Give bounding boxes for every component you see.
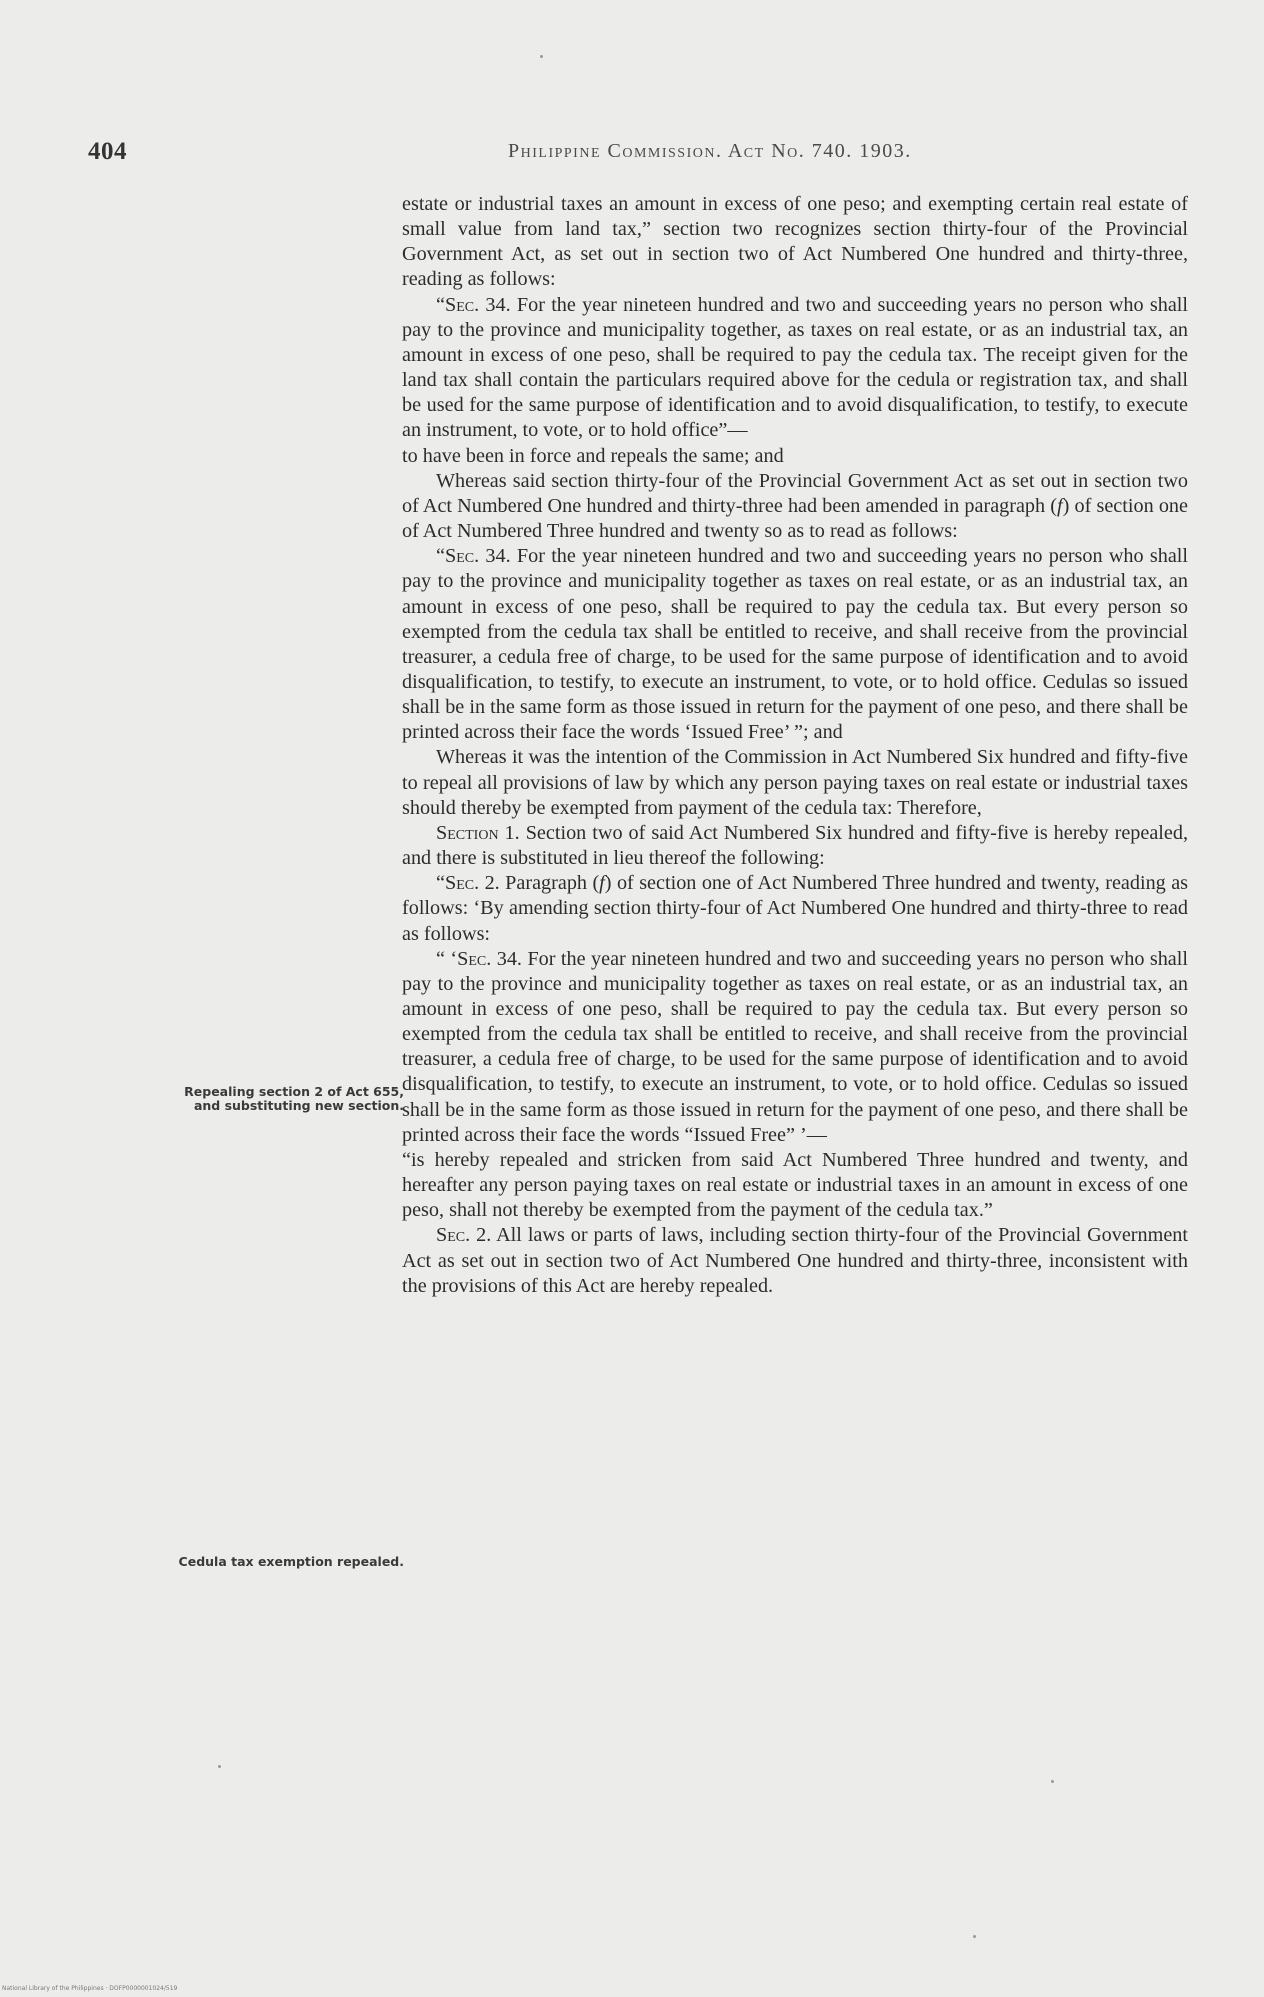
section-label: “Sec. 34. [436,293,511,316]
section-text: For the year nineteen hundred and two and succeeding years no person who shall pay to the province and municipality together as taxes on real estate, or as an industrial tax, an amount in excess of one peso, shall be required to pay the cedula tax. But every person so exempted from the cedula tax shall be entitled to receive, and shall receive from the provincial treasurer, a cedula free of charge, to be used for the same purpose of identification and to avoid disqualification, to testify, to execute an instrument, to vote, or to hold office. Cedulas so issued shall be in the same form as those issued in return for the payment of one peso, and there shall be printed across their face the words ‘Issued Free’ ”; and [402,545,1189,744]
text-segment: Paragraph ( [505,872,600,895]
section-label: Section 1. [436,821,520,844]
footer-credit: National Library of the Philippines · DOFP0000001024/519 [2,1985,178,1992]
section-text: All laws or parts of laws, including section thirty-four of the Provincial Government Act as set out in section two of Act Numbered One hundred and thirty-three, inconsistent with the provisions of this Act are hereby repealed. [402,1224,1188,1297]
section-2 [402,1223,1188,1298]
section-text: For the year nineteen hundred and two and succeeding years no person who shall pay to the province and municipality together as taxes on real estate, or as an industrial tax, an amount in excess of one peso, shall be required to pay the cedula tax. But every person so exempted from the cedula tax shall be entitled to receive, and shall receive from the provincial treasurer, a cedula free of charge, to be used for the same purpose of identification and to avoid disqualification, to testify, to execute an instrument, to vote, or to hold office. Cedulas so issued shall be in the same form as those issued in return for the payment of one peso, and there shall be printed across their face the words “Issued Free” ’— [402,947,1188,1146]
section-label: Sec. 2. [436,1224,492,1247]
margin-note-repealing-section: Repealing section 2 of Act 655, and substituting new section. [184,1084,404,1113]
section-text: Section two of said Act Numbered Six hundred and fifty-five is hereby repealed, and there is substituted in lieu thereof the following: [402,821,1188,870]
quoted-section-34-nested [402,947,1188,1148]
paragraph-letter: f [1057,494,1063,517]
margin-note-cedula-exemption: Cedula tax exemption repealed. [178,1554,404,1569]
section-text: For the year nineteen hundred and two and succeeding years no person who shall pay to the province and municipality together, as taxes on real estate, or as an industrial tax, an amount in excess of one peso, shall be required to pay the cedula tax. The receipt given for the land tax shall contain the particulars required above for the cedula or registration tax, and shall be used for the same purpose of identification and to avoid disqualification, to testify, to execute an instrument, to vote, or to hold office”— [402,293,1189,442]
running-head: Philippine Commission. Act No. 740. 1903. [508,140,912,162]
paragraph-whereas-intention: Whereas it was the intention of the Commission in Act Numbered Six hundred and fifty-five to repeal all provisions of law by which any person paying taxes on real estate or industrial taxes should thereby be exempted from payment of the cedula tax: Therefore, [402,746,1188,819]
quoted-section-34-original [402,293,1188,444]
paragraph-letter: f [599,872,605,895]
scan-speck [973,1935,976,1938]
paragraph-repeals: to have been in force and repeals the same; and [402,444,784,467]
paragraph-stricken: “is hereby repealed and stricken from said Act Numbered Three hundred and twenty, and hereafter any person paying taxes on real estate or industrial taxes in an amount in excess of one peso, shall not thereby be exempted from the payment of the cedula tax.” [402,1148,1188,1222]
text-segment: ) of section one of Act Numbered Three hundred and twenty so as to read as follows: [402,494,1188,543]
section-1 [402,821,1188,871]
scan-speck [540,55,543,58]
paragraph-whereas-amended [402,469,1188,544]
body-text [402,192,1188,1299]
text-segment: Whereas said section thirty-four of the Provincial Government Act as set out in section two of Act Numbered One hundred and thirty-three had been amended in paragraph ( [402,469,1188,517]
section-label: “ ‘Sec. 34. [436,947,522,970]
section-label: “Sec. 34. [436,545,511,568]
section-label: “Sec. 2. [436,872,500,895]
page-number: 404 [88,138,127,165]
quoted-section-34-amended [402,544,1188,745]
scan-speck [1051,1780,1054,1783]
scan-speck [218,1765,221,1768]
quoted-section-2 [402,871,1188,946]
paragraph-intro: estate or industrial taxes an amount in excess of one peso; and exempting certain real estate of small value from land tax,” section two recognizes section thirty-four of the Provincial Government Act, as set out in section two of Act Numbered One hundred and thirty-three, reading as follows: [402,193,1188,291]
text-segment: ) of section one of Act Numbered Three hundred and twenty, reading as follows: ‘By amending section thirty-four of Act Numbered One hundred and thirty-three to read as follows: [402,872,1189,945]
